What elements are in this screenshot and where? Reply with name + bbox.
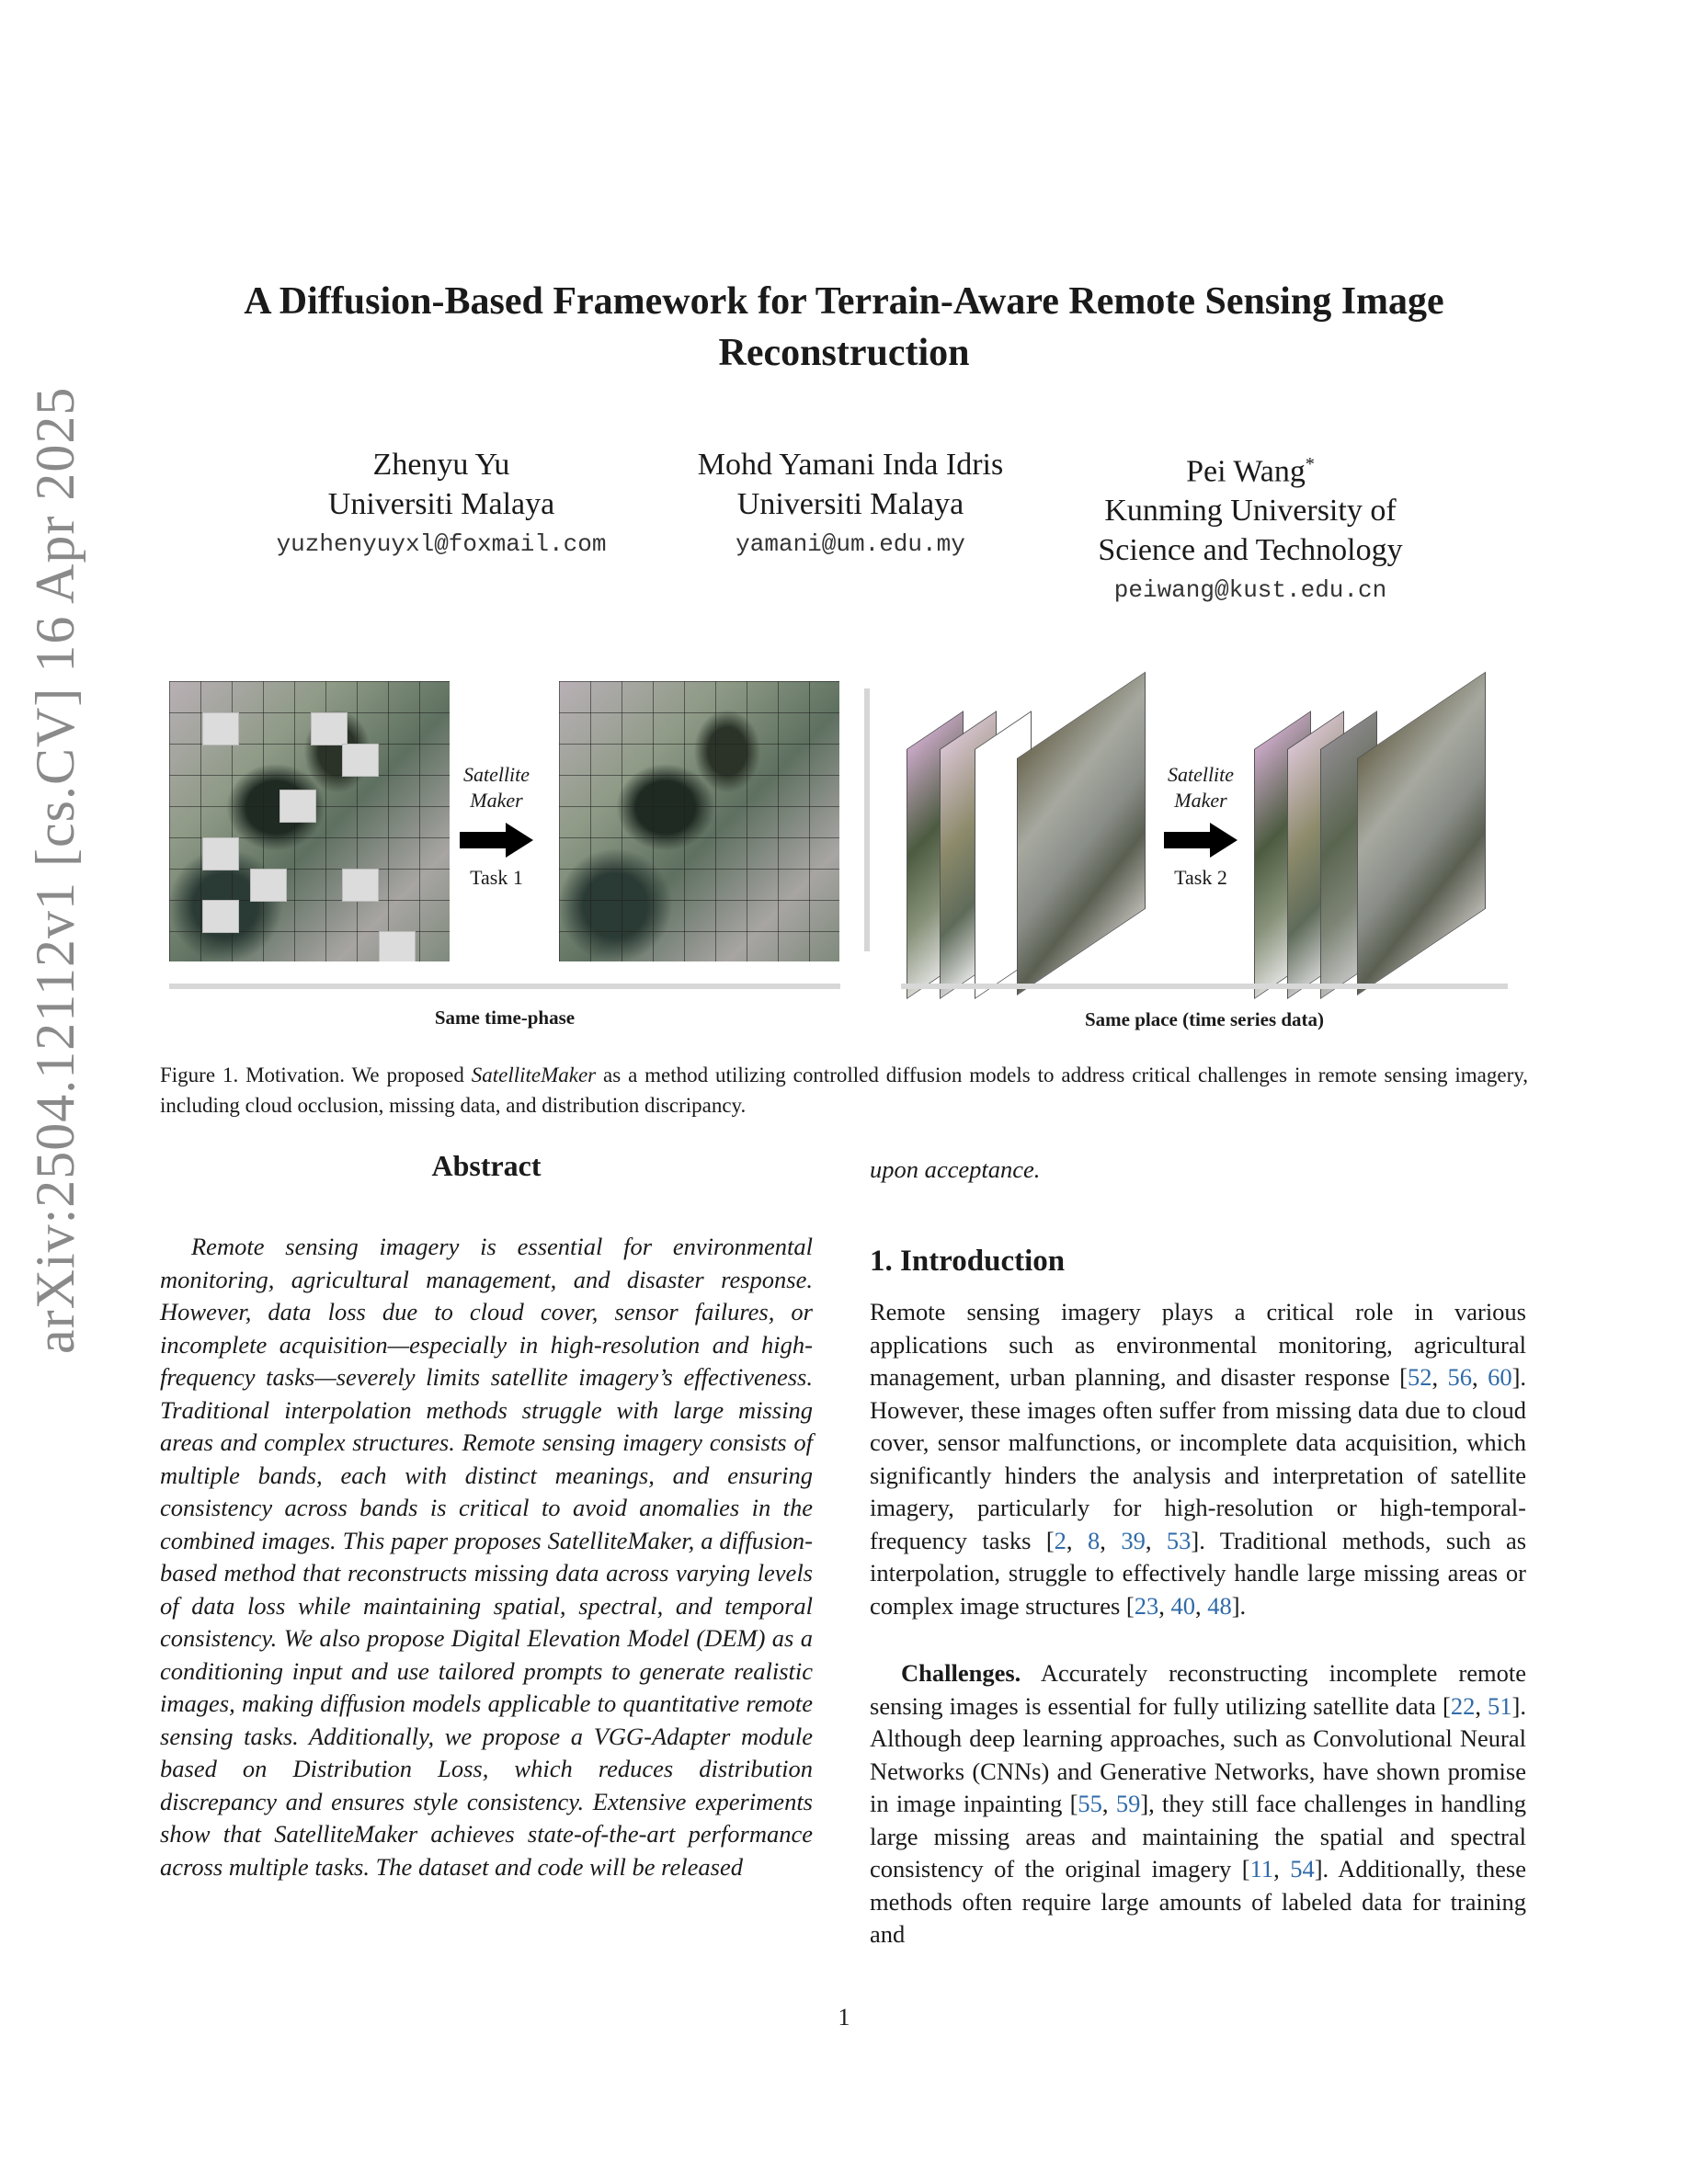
text-run: ]. However, these images often suffer from missing data due to cloud cover, sensor malfunctions, or incomplete data acquisition, which significantly hinders the analysis and interpretation of satellite imagery, particularly for high-resolution or high-temporal-frequency tasks [ [870,1363,1527,1554]
title-line-1: A Diffusion-Based Framework for Terrain-Aware Remote Sensing Image [244,280,1444,323]
abstract-heading: Abstract [431,1149,542,1182]
arxiv-side-stamp: arXiv:2504.12112v1 [cs.CV] 16 Apr 2025 [25,386,86,1354]
paragraph-lead: Challenges. [901,1659,1021,1687]
corresponding-mark: * [1305,454,1315,474]
time-series-frame-4 [1017,672,1146,995]
author-affiliation-2: Science and Technology [1098,533,1403,568]
citation-link[interactable]: 23 [1134,1591,1159,1620]
paper-title [165,276,1523,379]
citation-link[interactable]: 39 [1121,1526,1146,1554]
citation-link[interactable]: 22 [1450,1691,1476,1720]
citation-link[interactable]: 11 [1249,1855,1274,1883]
method-label-line1: Satellite [462,763,530,786]
citation-link[interactable]: 2 [1054,1526,1066,1554]
text-run: , [1194,1591,1208,1620]
text-run: , [1101,1790,1116,1817]
caption-method-name: SatelliteMaker [471,1064,597,1086]
citation-link[interactable]: 59 [1115,1790,1141,1817]
method-label-line1: Satellite [1167,763,1235,786]
title-line-2: Reconstruction [718,332,970,374]
author-affiliation: Universiti Malaya [736,487,964,521]
figure-caption [160,1060,1528,1120]
text-run: , [1273,1855,1291,1883]
text-run: , [1158,1591,1171,1620]
right-group-bar [901,984,1508,989]
figure-1 [165,676,1523,1034]
intro-paragraph-1 [870,1296,1526,1622]
text-run: ]. Although deep learning approaches, such as Convolutional Neural Networks (CNNs) and Generative Networks, have shown promise in image inpainting [ [870,1691,1526,1817]
citation-link[interactable]: 56 [1447,1363,1473,1391]
left-group-label: Same time-phase [434,1007,576,1029]
method-label-line2: Maker [1174,789,1227,812]
text-run: , [1100,1526,1122,1554]
author-name: Mohd Yamani Inda Idris [697,448,1004,482]
author-affiliation: Universiti Malaya [327,487,555,521]
citation-link[interactable]: 53 [1166,1526,1192,1554]
citation-link[interactable]: 55 [1078,1790,1102,1817]
text-run: , [1475,1691,1488,1720]
citation-link[interactable]: 52 [1407,1363,1432,1391]
right-arrow-icon [1164,823,1237,858]
author-block-3 [1066,445,1434,610]
citation-link[interactable]: 54 [1290,1855,1315,1883]
citation-link[interactable]: 8 [1087,1526,1101,1554]
abstract-text: Remote sensing imagery is essential for environmental monitoring, agricultural management, and disaster response. However, data loss due to cloud cover, sensor failures, or incomplete acquisition—especially in high-resolution and high-frequency tasks—severely limits satellite imagery’s effectiveness. Traditional interpolation methods struggle with large missing areas and complex structures. Remote sensing imagery consists of multiple bands, each with distinct meanings, and ensuring consistency across bands is critical to avoid anomalies in the combined images. This paper proposes SatelliteMaker, a diffusion-based method that reconstructs missing data across varying levels of data loss while maintaining spatial, spectral, and temporal consistency. We also propose Digital Elevation Model (DEM) as a conditioning input and use tailored prompts to generate realistic images, making diffusion models applicable to quantitative remote sensing tasks. Additionally, we propose a VGG-Adapter module based on Distribution Loss, which reduces distribution discrepancy and ensures style consistency. Extensive experiments show that SatelliteMaker achieves state-of-the-art performance across multiple tasks. The dataset and code will be released [160,1233,813,1881]
text-run: , [1431,1363,1448,1391]
abstract-continuation: upon acceptance. [870,1155,1041,1183]
author-email[interactable]: yamani@um.edu.my [736,530,965,558]
right-group-label: Same place (time series data) [1084,1008,1325,1030]
method-label-line2: Maker [470,789,523,812]
text-run: , [1066,1526,1088,1554]
caption-rest: as a method utilizing controlled diffusion models to address critical challenges in remote sensing imagery, including cloud occlusion, missing data, and distribution discripancy. [160,1064,1528,1117]
task1-label: Task 1 [470,866,523,889]
author-name: Zhenyu Yu [372,448,510,482]
author-block-1 [257,445,625,564]
citation-link[interactable]: 51 [1488,1691,1512,1720]
reconstructed-image [559,681,839,961]
author-name-row [1066,445,1434,491]
text-run: Remote sensing imagery plays a critical role in various applications such as environmental monitoring, agricultural management, urban planning, and disaster response [ [870,1298,1526,1391]
text-run: ]. Traditional methods, such as interpolation, struggle to effectively handle large missing areas or complex image structures [ [870,1526,1527,1620]
author-block-2 [662,445,1039,564]
citation-link[interactable]: 60 [1488,1363,1512,1391]
text-run: ]. [1231,1591,1247,1620]
text-run: , [1472,1363,1488,1391]
cloudy-input-image [169,681,450,961]
task2-label: Task 2 [1174,866,1227,889]
text-run: ]. Additionally, these methods often require large amounts of labeled data for training and [870,1855,1526,1948]
task1-arrow-block [451,762,542,891]
citation-link[interactable]: 48 [1207,1591,1232,1620]
citation-link[interactable]: 40 [1170,1591,1195,1620]
caption-prefix: Figure 1. Motivation. We proposed [160,1064,472,1086]
text-run: Accurately reconstructing incomplete remote sensing images is essential for fully utilizing satellite data [ [870,1659,1526,1720]
left-group-bar [169,984,840,989]
intro-paragraph-2 [870,1657,1526,1951]
author-email[interactable]: peiwang@kust.edu.cn [1113,576,1387,605]
author-name: Pei Wang [1186,454,1306,489]
figure-divider [864,688,870,951]
author-email[interactable]: yuzhenyuyxl@foxmail.com [276,530,607,558]
right-arrow-icon [460,823,533,858]
page-number: 1 [838,2004,850,2030]
introduction-heading: 1. Introduction [870,1245,1066,1278]
author-affiliation: Kunming University of [1104,494,1397,529]
task2-arrow-block [1155,762,1247,891]
text-run: ], they still face challenges in handling large missing areas and maintaining the spatial and spectral consistency of the original imagery [ [870,1790,1526,1883]
text-run: , [1145,1526,1167,1554]
